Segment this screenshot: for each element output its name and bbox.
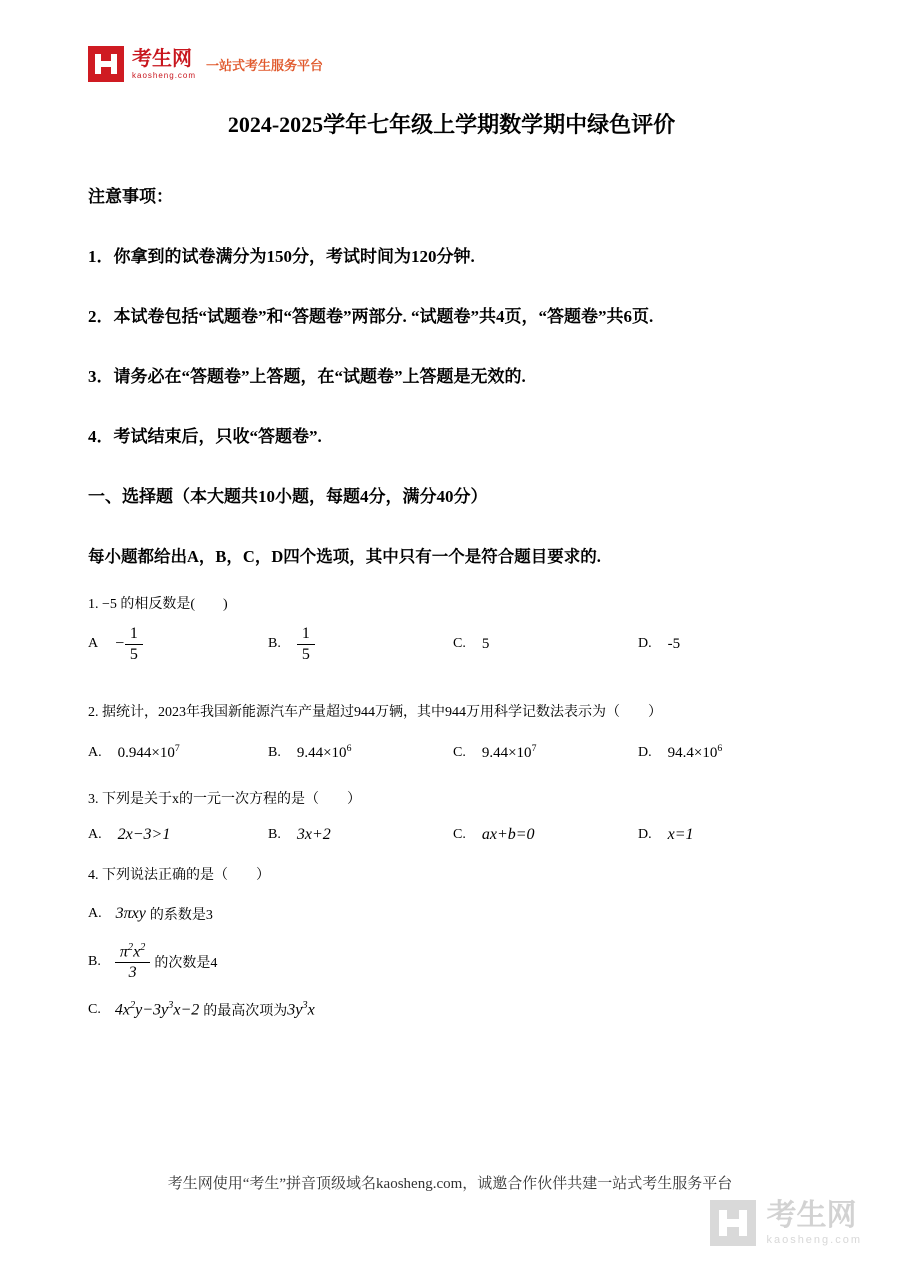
- q2-option-d: [638, 743, 815, 762]
- q2-option-d-value: [668, 743, 723, 762]
- brand-name: 考生网: [132, 47, 192, 70]
- section-heading: 一、选择题（本大题共10小题，每题4分，满分40分）: [88, 487, 488, 506]
- math-term: π: [119, 943, 128, 961]
- q1-option-a-sign: −: [114, 635, 125, 653]
- q3-option-d-label: D.: [638, 827, 652, 843]
- q1-option-c-value: 5: [481, 635, 490, 652]
- question-1-stem: 1. −5 的相反数是( ): [88, 597, 228, 612]
- math-exponent: 2: [140, 942, 146, 954]
- logo-bar-left: [719, 1210, 727, 1236]
- q4-option-a: [88, 904, 815, 924]
- fraction-denominator: 5: [301, 645, 310, 663]
- question-3-stem: 3. 下列是关于x的一元一次方程的是（ ）: [88, 792, 361, 808]
- q1-option-b-fraction: [297, 625, 315, 663]
- q4-option-c-text: 的最高次项为: [203, 1003, 288, 1019]
- scientific-exponent: 7: [531, 743, 537, 755]
- watermark-domain: kaosheng.com: [766, 1233, 862, 1246]
- q1-option-b-label: B.: [268, 636, 281, 652]
- scientific-exponent: 7: [174, 743, 180, 755]
- q1-option-d-label: D.: [638, 636, 652, 652]
- watermark-name: 考生网: [766, 1198, 857, 1232]
- logo-bar-middle: [101, 61, 111, 67]
- question-1-options: [88, 625, 815, 663]
- fraction-denominator: 5: [129, 645, 138, 663]
- fraction-denominator: 3: [128, 964, 137, 982]
- watermark-text: [766, 1198, 862, 1246]
- scientific-exponent: 6: [346, 743, 352, 755]
- page-title: 2024-2025学年七年级上学期数学期中绿色评价: [227, 112, 676, 137]
- math-term: x: [133, 943, 141, 961]
- scientific-base: 9.44×10: [481, 745, 532, 762]
- q4-option-c: [88, 1000, 815, 1020]
- fraction-numerator: 1: [125, 625, 143, 645]
- scientific-base: 94.4×10: [667, 745, 718, 762]
- scientific-base: 0.944×10: [117, 745, 175, 762]
- math-exponent: 3: [302, 1000, 308, 1012]
- kaosheng-watermark-icon: [710, 1200, 756, 1246]
- q3-option-a-label: A.: [88, 827, 102, 843]
- q3-option-d-value: x=1: [667, 826, 694, 844]
- math-exponent: 2: [129, 1000, 136, 1012]
- q2-option-a: [88, 743, 268, 762]
- notice-item-3: 3．请务必在“答题卷”上答题，在“试题卷”上答题是无效的.: [88, 367, 526, 386]
- question-2-options: [88, 743, 815, 762]
- math-term: 4x: [114, 1001, 130, 1019]
- math-term: y−3y: [135, 1001, 169, 1019]
- math-term: x−2: [173, 1001, 200, 1019]
- q3-option-c-label: C.: [453, 827, 466, 843]
- logo-bar-right: [111, 54, 117, 74]
- q1-option-a-label: A: [88, 636, 99, 652]
- math-term: x: [307, 1001, 315, 1019]
- q1-option-c: [453, 636, 638, 653]
- q2-option-d-label: D.: [638, 744, 652, 760]
- q4-option-b-label: B.: [88, 953, 101, 969]
- logo-bar-middle: [727, 1219, 739, 1227]
- fraction-numerator: 1: [297, 625, 315, 645]
- q4-option-b: [88, 942, 815, 982]
- q1-option-d-value: -5: [667, 635, 681, 652]
- q3-option-d: [638, 826, 815, 844]
- kaosheng-watermark: [710, 1200, 862, 1246]
- section-note: 每小题都给出A，B，C，D四个选项，其中只有一个是符合题目要求的.: [88, 547, 601, 566]
- brand-tagline: 一站式考生服务平台: [206, 57, 324, 73]
- q4-option-c-answer: [287, 1000, 314, 1019]
- q2-option-c-label: C.: [453, 744, 466, 760]
- q2-option-b: [268, 743, 453, 762]
- q3-option-b-label: B.: [268, 827, 281, 843]
- brand-header: [88, 46, 815, 82]
- q1-option-c-label: C.: [453, 636, 466, 652]
- q4-option-a-label: A.: [88, 906, 102, 922]
- brand-text: [132, 49, 196, 80]
- fraction-numerator: [115, 942, 151, 963]
- math-exponent: 3: [168, 1000, 174, 1012]
- q3-option-b: [268, 826, 453, 844]
- q4-option-a-formula: 3πxy: [115, 905, 146, 923]
- q4-option-b-text: 的次数是4: [154, 955, 218, 971]
- scientific-exponent: 6: [717, 743, 723, 755]
- question-4-stem: 4. 下列说法正确的是（ ）: [88, 868, 270, 884]
- q2-option-c: [453, 743, 638, 762]
- math-exponent: 2: [127, 942, 134, 954]
- footer-text: 考生网使用“考生”拼音顶级域名kaosheng.com，诚邀合作伙伴共建一站式考生服务平台: [167, 1176, 733, 1192]
- brand-domain: kaosheng.com: [132, 70, 197, 80]
- question-3-options: [88, 826, 815, 844]
- q2-option-a-label: A.: [88, 744, 102, 760]
- q3-option-c-value: ax+b=0: [481, 826, 535, 844]
- q2-option-a-value: [118, 743, 180, 762]
- q2-option-b-label: B.: [268, 744, 281, 760]
- q4-option-b-fraction: [115, 942, 151, 982]
- q2-option-c-value: [482, 743, 537, 762]
- q4-option-c-label: C.: [88, 1001, 101, 1017]
- q3-option-a: [88, 826, 268, 844]
- scientific-base: 9.44×10: [296, 745, 347, 762]
- notice-item-1: 1．你拿到的试卷满分为150分，考试时间为120分钟.: [88, 247, 475, 266]
- q4-option-c-formula: [115, 1000, 199, 1019]
- logo-bar-right: [739, 1210, 747, 1236]
- notice-item-2: 2．本试卷包括“试题卷”和“答题卷”两部分. “试题卷”共4页，“答题卷”共6页.: [88, 307, 654, 326]
- notice-heading: 注意事项：: [88, 187, 173, 206]
- math-term: 3y: [287, 1001, 303, 1019]
- q1-option-d: [638, 636, 815, 653]
- q2-option-b-value: [297, 743, 352, 762]
- q3-option-a-value: 2x−3>1: [117, 826, 171, 844]
- kaosheng-logo-icon: [88, 46, 124, 82]
- question-2-stem: 2. 据统计，2023年我国新能源汽车产量超过944万辆，其中944万用科学记数法表示为（ ）: [88, 705, 662, 721]
- q3-option-c: [453, 826, 638, 844]
- q1-option-b: [268, 625, 453, 663]
- notice-item-4: 4．考试结束后，只收“答题卷”.: [88, 427, 322, 446]
- q4-option-a-text: 的系数是3: [149, 908, 213, 924]
- q1-option-a: [88, 625, 268, 663]
- q3-option-b-value: 3x+2: [296, 826, 331, 844]
- q1-option-a-fraction: [125, 625, 143, 663]
